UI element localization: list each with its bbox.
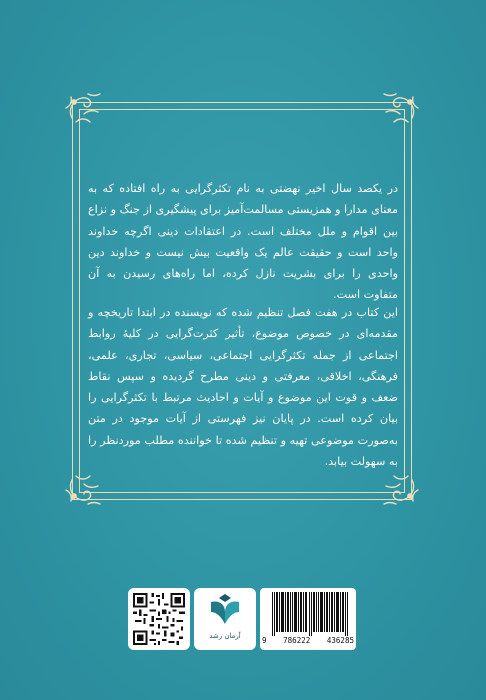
description-paragraph-1: در یکصد سال اخیر نهضتی به نام تکثرگرایی به راه افتاده که به معنای مدارا و همزیستی مسالمت‌آمیز برای پیشگیری از جنگ و نزاع بین اقوام و ملل مختلف است. در اعتقادات دینی اگرچه خداوند واحد است و حقیقت عالم یک واقعیت بیش نیست و خداوند دین واحدی را برای بشریت نازل کرده، اما راه‌های رسیدن به آن متفاوت است. xyxy=(88,182,398,302)
isbn-number xyxy=(262,636,354,645)
isbn-group-2: 436285 xyxy=(326,636,354,645)
corner-ornament-icon xyxy=(378,466,422,510)
isbn-group-1: 786222 xyxy=(283,636,311,645)
corner-ornament-icon xyxy=(62,88,106,132)
publisher-logo-icon xyxy=(205,594,245,630)
description-paragraph-2: این کتاب در هفت فصل تنظیم شده که نویسنده در ابتدا تاریخچه و مقدمه‌ای در خصوص موضوع، تأثیر کثرت‌گرایی در کلیهٔ روابط اجتماعی از جمله تکثرگرایی اجتماعی، سیاسی، تجاری، علمی، فرهنگی، اخلاقی، معرفتی و دینی مطرح گردیده و سپس نقاط ضعف و قوت این موضوع و آیات و احادیث مرتبط با تکثرگرایی را بیان کرده است. در پایان نیز فهرستی از آیات موجود در متن به‌صورت موضوعی تهیه و تنظیم شده تا خواننده مطلب موردنظر را به سهولت بیابد. xyxy=(88,306,398,469)
isbn-barcode-icon xyxy=(272,592,350,636)
isbn-barcode xyxy=(260,588,356,650)
qr-code-icon[interactable] xyxy=(128,588,190,650)
publisher-logo xyxy=(194,588,256,650)
publisher-name: آرمان رشد xyxy=(209,632,241,640)
corner-ornament-icon xyxy=(62,466,106,510)
isbn-prefix-digit: 9 xyxy=(262,636,267,645)
corner-ornament-icon xyxy=(378,88,422,132)
